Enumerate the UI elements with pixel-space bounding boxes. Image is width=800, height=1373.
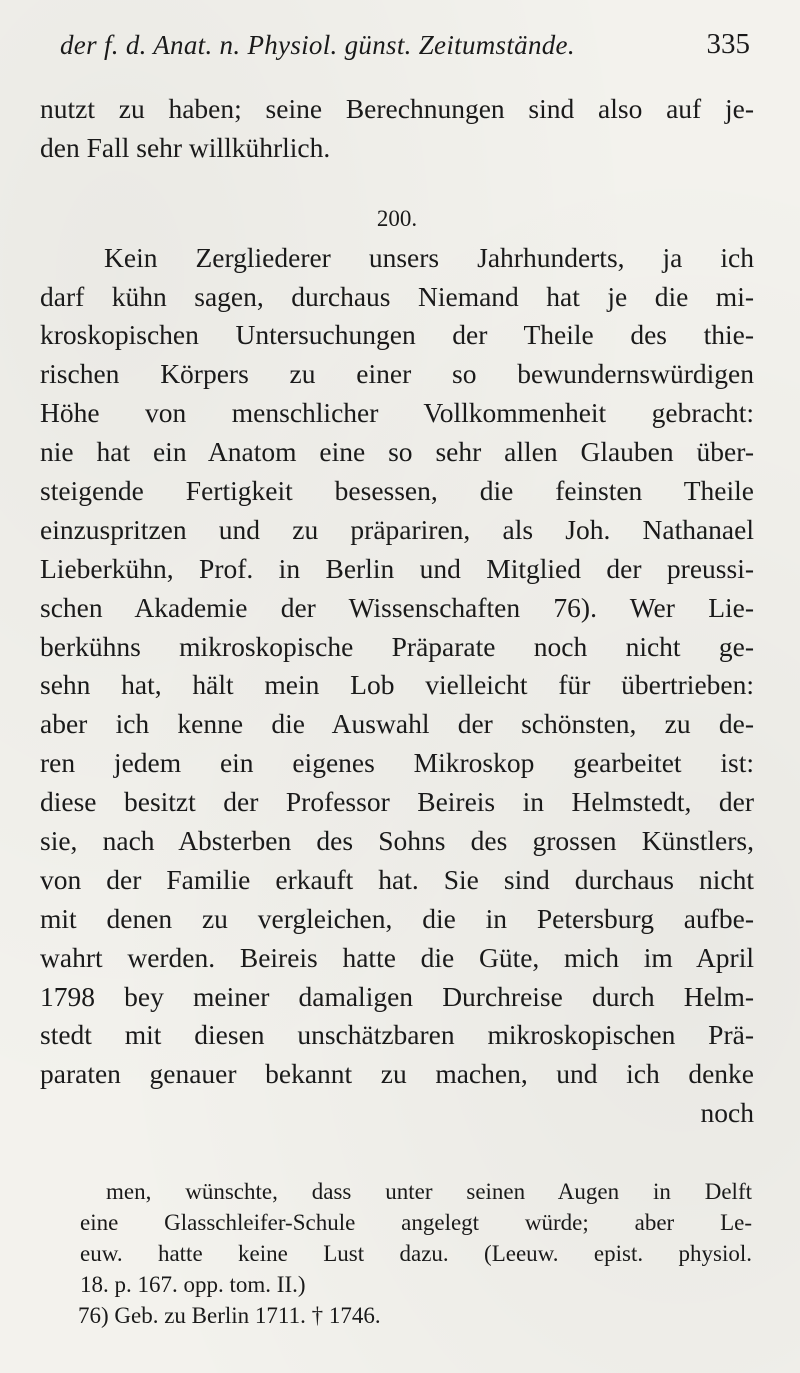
text-line: Lieberkühn, Prof. in Berlin und Mitglied der preussi-	[40, 552, 754, 584]
running-head: der f. d. Anat. n. Physiol. günst. Zeitumstände.	[60, 30, 575, 60]
catchword: noch	[700, 1097, 754, 1129]
text-line: nutzt zu haben; seine Berechnungen sind also auf je-	[40, 93, 754, 124]
footnote-line: men, wünschte, dass unter seinen Augen in Delft	[106, 1179, 752, 1204]
text-line: stedt mit diesen unschätzbaren mikroskopischen Prä-	[40, 1019, 754, 1051]
text-line: schen Akademie der Wissenschaften 76). Wer Lie-	[40, 591, 754, 623]
text-line: sehn hat, hält mein Lob vielleicht für übertrieben:	[40, 669, 754, 701]
footnote-line: 18. p. 167. opp. tom. II.)	[80, 1272, 306, 1297]
page-number: 335	[706, 28, 750, 60]
footnote-line: euw. hatte keine Lust dazu. (Leeuw. epist. physiol.	[80, 1241, 752, 1266]
text-line: berkühns mikroskopische Präparate noch nicht ge-	[40, 630, 754, 662]
text-line: den Fall sehr willkührlich.	[40, 131, 331, 163]
text-line: ren jedem ein eigenes Mikroskop gearbeitet ist:	[40, 747, 754, 779]
footnote-line: eine Glasschleifer-Schule angelegt würde; aber Le-	[80, 1210, 752, 1235]
footnote-76: 76) Geb. zu Berlin 1711. † 1746.	[78, 1303, 381, 1328]
text-line: mit denen zu vergleichen, die in Petersburg aufbe-	[40, 902, 754, 934]
text-line: darf kühn sagen, durchaus Niemand hat je die mi-	[40, 280, 754, 312]
section-number: 200.	[376, 205, 418, 231]
text-line: rischen Körpers zu einer so bewundernswürdigen	[40, 358, 754, 390]
text-line: einzuspritzen und zu präpariren, als Joh. Nathanael	[40, 513, 754, 545]
main-text	[40, 90, 754, 1133]
text-line: aber ich kenne die Auswahl der schönsten, zu de-	[40, 708, 754, 740]
text-line: sie, nach Absterben des Sohns des grossen Künstlers,	[40, 825, 754, 857]
text-line: 1798 bey meiner damaligen Durchreise durch Helm-	[40, 980, 754, 1012]
text-line: kroskopischen Untersuchungen der Theile des thie-	[40, 319, 754, 351]
text-line: von der Familie erkauft hat. Sie sind durchaus nicht	[40, 863, 754, 895]
text-line: Kein Zergliederer unsers Jahrhunderts, ja ich	[104, 241, 754, 273]
footnote-continued	[80, 1176, 752, 1300]
text-line: nie hat ein Anatom eine so sehr allen Glauben über-	[40, 436, 754, 468]
text-line: steigende Fertigkeit besessen, die feinsten Theile	[40, 475, 754, 507]
text-line: Höhe von menschlicher Vollkommenheit gebracht:	[40, 397, 754, 429]
text-line: diese besitzt der Professor Beireis in Helmstedt, der	[40, 786, 754, 818]
text-line: wahrt werden. Beireis hatte die Güte, mich im April	[40, 941, 754, 973]
page-header	[60, 26, 750, 70]
text-line: paraten genauer bekannt zu machen, und ich denke	[40, 1058, 754, 1090]
